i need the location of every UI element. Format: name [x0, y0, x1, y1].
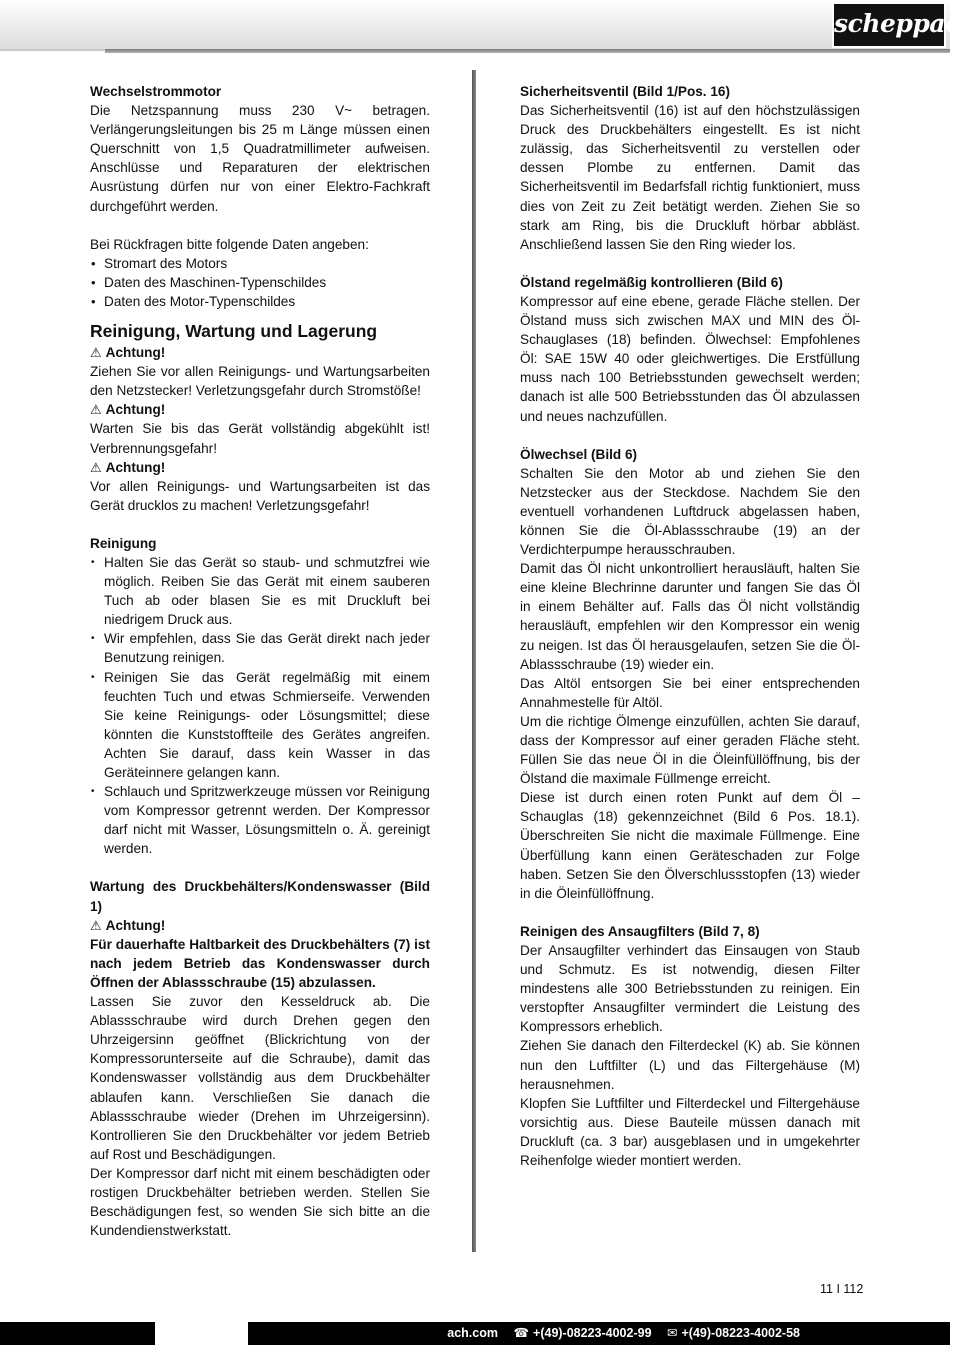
warning-label: ⚠ Achtung!	[90, 345, 166, 361]
warning-icon: ⚠	[90, 459, 102, 475]
warning-icon: ⚠	[90, 345, 102, 361]
oil-change-text: Um die richtige Ölmenge einzufüllen, achten Sie darauf, dass der Kompressor auf einer geraden Fläche steht. Füllen Sie das neue Öl in die Öleinfüllöffnung, bis der Ölstand die maximale Füllmenge erreicht.	[520, 713, 860, 787]
header-rule-left	[0, 49, 105, 51]
list-item: • Daten des Maschinen-Typenschildes	[90, 273, 430, 292]
list-item: • Wir empfehlen, dass Sie das Gerät direkt nach jeder Benutzung reinigen.	[90, 629, 430, 667]
tank-bold-text: Für dauerhafte Haltbarkeit des Druckbehälters (7) ist nach jedem Betrieb das Kondenswasser durch Öffnen der Ablassschraube (15) abzulassen.	[90, 936, 430, 990]
warning-icon: ⚠	[90, 402, 102, 418]
motor-heading: Wechselstrommotor	[90, 84, 222, 99]
tank-heading: Wartung des Druckbehälters/Kondenswasser (Bild 1)	[90, 879, 430, 914]
page-number: 11 I 112	[820, 1282, 864, 1296]
filter-text: Der Ansaugfilter verhindert das Einsaugen von Staub und Schmutz. Es ist notwendig, diesen Filter mindestens alle 300 Betriebsstunden zu reinigen. Ein verstopfter Ansaugfilter vermindert die Leistung des Kompressors erheblich.	[520, 942, 860, 1035]
list-item: • Schlauch und Spritzwerkzeuge müssen vor Reinigung vom Kompressor getrennt werden. Der Kompressor darf nicht mit Wasser, Lösungsmitteln o. Ä. gereinigt werden.	[90, 782, 430, 858]
filter-text: Klopfen Sie Luftfilter und Filterdeckel und Filtergehäuse vorsichtig aus. Diese Bauteile müssen danach mit Druckluft (ca. 3 bar) ausgeblasen und in umgekehrter Reihenfolge wieder montiert werden.	[520, 1095, 860, 1168]
footer-contact	[443, 1324, 800, 1342]
inquiry-list	[90, 254, 430, 311]
footer-fax: +(49)-08223-4002-58	[681, 1326, 800, 1340]
footer-gap	[155, 1322, 248, 1345]
footer-phone: +(49)-08223-4002-99	[533, 1326, 652, 1340]
oil-level-text: Kompressor auf eine ebene, gerade Fläche stellen. Der Ölstand muss sich zwischen MAX und MIN des Öl-Schauglases (18) befinden. Ölwechsel: Empfohlenes Öl: SAE 15W 40 oder gleichwertiges. Die Erstfüllung muss nach 100 Betriebsstunden gewechselt werden; danach ist alle 500 Betriebsstunden das Öl abzulassen und neues nachzufüllen.	[520, 293, 860, 424]
list-item: • Stromart des Motors	[90, 254, 430, 273]
cleaning-list	[90, 553, 430, 859]
inquiry-intro: Bei Rückfragen bitte folgende Daten angeben:	[90, 236, 369, 252]
left-column	[90, 82, 430, 1240]
valve-text: Das Sicherheitsventil (16) ist auf den höchstzulässigen Druck des Druckbehälters eingestellt. Es ist nicht zulässig, das Sicherheitsventil zu verstellen oder dessen Plombe zu entfernen. Damit das Sicherheitsventil im Bedarfsfall richtig funktioniert, muss dies von Zeit zu Zeit betätigt werden. Ziehen Sie so stark am Ring, bis die Druckluft hörbar abbläst. Anschließend lassen Sie den Ring wieder los.	[520, 103, 860, 252]
oil-change-text: Diese ist durch einen roten Punkt auf dem Öl – Schauglas (18) gekennzeichnet (Bild 6 Pos. 18.1). Überschreiten Sie nicht die maximale Füllmenge. Eine Überfüllung kann einen Geräteschaden zur Folge haben. Setzen Sie den Ölverschlussstopfen (13) wieder in die Öleinfüllöffnung.	[520, 790, 860, 901]
filter-heading: Reinigen des Ansaugfilters (Bild 7, 8)	[520, 923, 760, 939]
warning-text: Warten Sie bis das Gerät vollständig abgekühlt ist! Verbrennungsgefahr!	[90, 421, 430, 456]
fax-icon: ✉	[667, 1326, 678, 1340]
motor-text: Die Netzspannung muss 230 V~ betragen. Verlängerungsleitungen bis 25 m Länge müssen einen Querschnitt von 1,5 Quadratmillimeter aufweisen. Anschlüsse und Reparaturen der elektrischen Ausrüstung dürfen nur von einer Elektro-Fachkraft durchgeführt werden.	[90, 103, 430, 214]
right-column	[520, 82, 860, 1170]
oil-change-heading: Ölwechsel (Bild 6)	[520, 446, 638, 462]
tank-text: Der Kompressor darf nicht mit einem beschädigten oder rostigen Druckbehälter betrieben werden. Stellen Sie Beschädigungen fest, so wenden Sie sich bitte an die Kundendienstwerkstatt.	[90, 1165, 430, 1239]
warning-label: ⚠ Achtung!	[90, 459, 166, 475]
warning-text: Ziehen Sie vor allen Reinigungs- und Wartungsarbeiten den Netzstecker! Verletzungsgefahr durch Stromstöße!	[90, 364, 430, 399]
warning-icon: ⚠	[90, 917, 102, 933]
phone-icon: ☎	[513, 1326, 530, 1340]
filter-text: Ziehen Sie danach den Filterdeckel (K) ab. Sie können nun den Luftfilter (L) und das Filtergehäuse (M) herausnehmen.	[520, 1038, 860, 1092]
tank-text: Lassen Sie zuvor den Kesseldruck ab. Die Ablassschraube wird durch Drehen gegen den Uhrzeigersinn geöffnet (Blickrichtung von der Kompressorunterseite auf die Schraube), damit das Kondenswasser vollständig aus dem Druckbehälter ablaufen kann. Verschließen Sie danach die Ablassschraube wieder (Drehen im Uhrzeigersinn). Kontrollieren Sie den Druckbehälter vor jedem Betrieb auf Rost und Beschädigungen.	[90, 994, 430, 1162]
footer-web: ach.com	[447, 1326, 498, 1340]
warning-text: Vor allen Reinigungs- und Wartungsarbeiten ist das Gerät drucklos zu machen! Verletzungsgefahr!	[90, 478, 430, 513]
list-item: • Halten Sie das Gerät so staub- und schmutzfrei wie möglich. Reiben Sie das Gerät mit einem sauberen Tuch ab oder blasen Sie es mit Druckluft bei niedrigem Druck aus.	[90, 553, 430, 629]
valve-heading: Sicherheitsventil (Bild 1/Pos. 16)	[520, 84, 731, 99]
section-title: Reinigung, Wartung und Lagerung	[90, 321, 378, 342]
header-bar	[0, 0, 950, 50]
list-item: • Daten des Motor-Typenschildes	[90, 292, 430, 311]
column-divider	[472, 70, 476, 1252]
warning-label: ⚠ Achtung!	[90, 917, 166, 933]
header-rule	[105, 49, 950, 53]
list-item: • Reinigen Sie das Gerät regelmäßig mit einem feuchten Tuch und etwas Schmierseife. Verwenden Sie keine Reinigungs- oder Lösungsmittel; diese könnten die Kunststoffteile des Gerätes angreifen. Achten Sie darauf, dass kein Wasser in das Geräteinnere gelangen kann.	[90, 668, 430, 783]
oil-change-text: Das Altöl entsorgen Sie bei einer entsprechenden Annahmestelle für Altöl.	[520, 675, 860, 710]
oil-change-text: Damit das Öl nicht unkontrolliert herausläuft, halten Sie eine kleine Blechrinne darunter und fangen Sie das Öl in einem Behälter auf. Falls das Öl nicht vollständig herausläuft, empfehlen wir den Kompressor ein wenig zu neigen. Ist das Öl herausgelaufen, setzen Sie die Öl-Ablassschraube (19) wieder ein.	[520, 561, 860, 672]
oil-change-text: Schalten Sie den Motor ab und ziehen Sie den Netzstecker aus der Steckdose. Nachdem Sie den eventuell vorhandenen Luftdruck abgelassen haben, können Sie die Öl-Ablassschraube (19) an der Verdichterpumpe herausschrauben.	[520, 465, 860, 558]
warning-label: ⚠ Achtung!	[90, 402, 166, 418]
cleaning-heading: Reinigung	[90, 535, 157, 551]
oil-level-heading: Ölstand regelmäßig kontrollieren (Bild 6)	[520, 274, 783, 290]
brand-logo: scheppach	[832, 2, 946, 48]
